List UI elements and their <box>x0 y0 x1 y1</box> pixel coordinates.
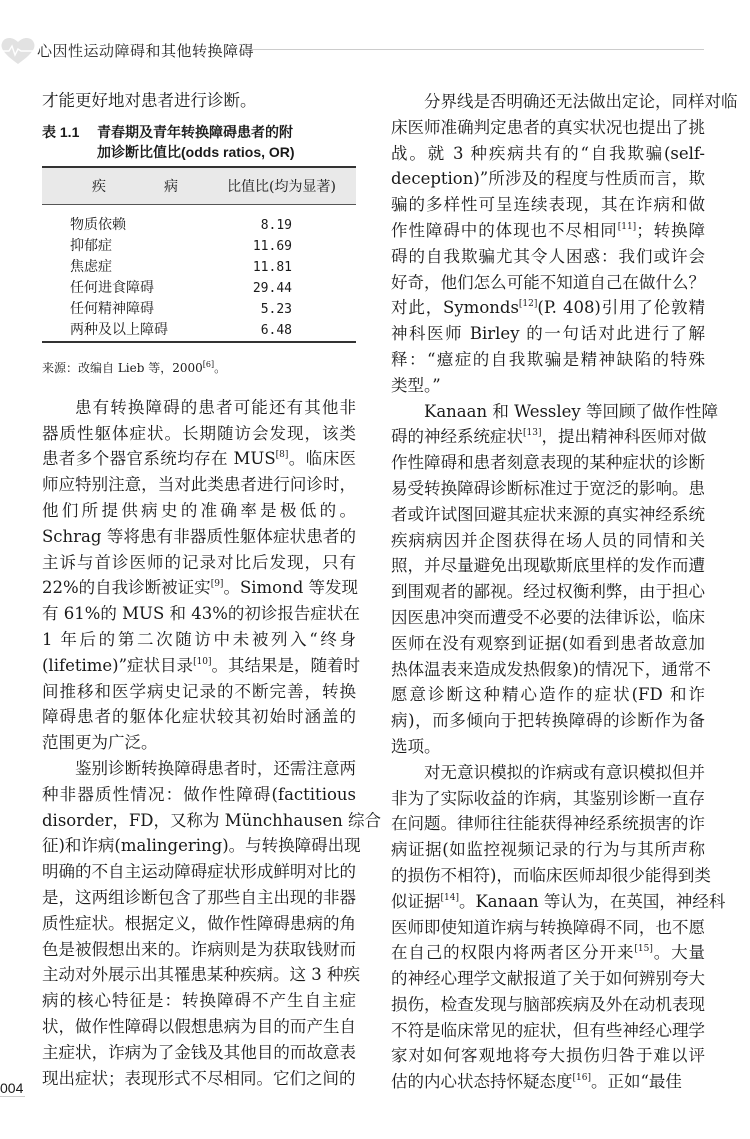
body-line: 明确的不自主运动障碍症状形成鲜明对比的 <box>42 862 356 882</box>
body-line: (lifetime)”症状目录[10]。其结果是，随着时 <box>42 655 361 675</box>
body-line: 有 61%的 MUS 和 43%的初诊报告症状在 <box>42 604 360 624</box>
body-line: 到围观者的鄙视。经过权衡利弊，由于担心 <box>391 582 705 602</box>
body-line: 估的内心状态持怀疑态度[16]。正如“最佳 <box>391 1072 682 1092</box>
body-line: 主诉与首诊医师的记录对比后发现，只有 <box>42 552 356 572</box>
body-line: 碍的自我欺骗尤其令人困惑：我们或许会 <box>391 246 705 266</box>
body-line: 非为了实际收益的诈病，其鉴别诊断一直存 <box>391 788 705 808</box>
body-line: 愿意诊断这种精心造作的症状(FD 和诈 <box>391 685 705 705</box>
body-line: 鉴别诊断转换障碍患者时，还需注意两 <box>75 758 356 778</box>
table-source: 来源：改编自 Lieb 等，2000[6]。 <box>42 359 227 375</box>
citation-ref: [6] <box>202 359 215 369</box>
odds-ratio-cell: 6.48 <box>260 322 292 338</box>
odds-ratio-cell: 29.44 <box>252 280 292 296</box>
body-line: 神科医师 Birley 的一句话对此进行了解 <box>391 324 705 344</box>
body-line: Schrag 等将患有非器质性躯体症状患者的 <box>42 526 356 546</box>
chapter-title: 心因性运动障碍和其他转换障碍 <box>37 43 255 60</box>
body-line: 对此，Symonds[12](P. 408)引用了伦敦精 <box>391 298 705 318</box>
odds-ratio-table <box>42 166 356 353</box>
body-line: 病)，而多倾向于把转换障碍的诊断作为备 <box>391 711 705 731</box>
odds-ratio-cell: 5.23 <box>260 301 292 317</box>
odds-ratio-cell: 11.69 <box>252 238 292 254</box>
body-line: 不符是临床常见的症状，但有些神经心理学 <box>391 1020 705 1040</box>
body-line: 患者多个器官系统均存在 MUS[8]。临床医 <box>42 449 357 469</box>
body-line: 状，做作性障碍以假想患病为目的而产生自 <box>42 1016 356 1036</box>
body-line: 在自己的权限内将两者区分开来[15]。大量 <box>391 943 706 963</box>
body-line: 作性障碍中的体现也不尽相同[11]；转换障 <box>391 220 706 240</box>
citation-ref: [9] <box>210 579 224 590</box>
body-line: 范围更为广泛。 <box>42 733 158 753</box>
body-line: 选项。 <box>391 736 441 756</box>
body-line: 似证据[14]。Kanaan 等认为，在英国，神经科 <box>391 891 726 911</box>
body-line: 作性障碍和患者刻意表现的某种症状的诊断 <box>391 453 705 473</box>
table-caption-line: 青春期及青年转换障碍患者的附 <box>97 123 293 140</box>
citation-ref: [8] <box>275 450 289 461</box>
body-line: Kanaan 和 Wessley 等回顾了做作性障 <box>424 401 719 421</box>
body-line: 损伤，检查发现与脑部疾病及外在动机表现 <box>391 994 705 1014</box>
paragraph <box>391 399 719 760</box>
body-line: deception)”所涉及的程度与性质而言，欺 <box>391 169 705 189</box>
left-column <box>42 88 381 1091</box>
body-line: 战。就 3 种疾病共有的“自我欺骗(self- <box>391 143 705 163</box>
right-column <box>391 89 738 1095</box>
table-row <box>42 257 356 278</box>
paragraph <box>391 760 726 1095</box>
column-header-or: 比值比(均为显著) <box>227 178 336 195</box>
body-line: 患有转换障碍的患者可能还有其他非 <box>75 397 356 417</box>
body-line: 照，并尽量避免出现歇斯底里样的发作而遭 <box>391 556 705 576</box>
body-line: 种非器质性情况：做作性障碍(factitious <box>42 784 356 804</box>
table-row <box>42 204 356 236</box>
citation-ref: [13] <box>523 428 542 439</box>
odds-ratio-cell: 11.81 <box>252 259 292 275</box>
body-line: 1 年后的第二次随访中未被列入“终身 <box>42 629 356 649</box>
body-line: 好奇，他们怎么可能不知道自己在做什么？ <box>391 272 705 292</box>
body-line: 易受转换障碍诊断标准过于宽泛的影响。患 <box>391 478 705 498</box>
table-number: 表 1.1 <box>42 123 80 140</box>
citation-ref: [15] <box>634 944 653 955</box>
citation-ref: [16] <box>572 1073 591 1084</box>
body-line: 家对如何客观地将夸大损伤归咎于难以评 <box>391 1046 705 1066</box>
body-line: 因医患冲突而遭受不必要的法律诉讼，临床 <box>391 607 705 627</box>
body-line: 医师在没有观察到证据(如看到患者故意加 <box>391 633 705 653</box>
body-line: 间推移和医学病史记录的不断完善，转换 <box>42 681 356 701</box>
odds-ratio-cell: 8.19 <box>260 217 292 233</box>
body-line: 才能更好地对患者进行诊断。 <box>42 91 257 110</box>
body-line: 病证据(如监控视频记录的行为与其所声称 <box>391 840 705 860</box>
table-row <box>42 236 356 257</box>
citation-ref: [14] <box>440 892 459 903</box>
body-line: 释：“癔症的自我欺骗是精神缺陷的特殊 <box>391 349 705 369</box>
body-line: 骗的多样性可呈连续表现，其在诈病和做 <box>391 195 705 215</box>
paragraph <box>42 756 381 1091</box>
body-line: 对无意识模拟的诈病或有意识模拟但并 <box>424 762 705 782</box>
table-caption <box>42 122 356 162</box>
citation-ref: [10] <box>193 656 212 667</box>
table-caption-line: 加诊断比值比(odds ratios, OR) <box>97 143 295 160</box>
body-line: 现出症状；表现形式不尽相同。它们之间的 <box>42 1068 356 1088</box>
disease-cell: 任何精神障碍 <box>70 300 154 317</box>
body-line: 碍的神经系统症状[13]，提出精神科医师对做 <box>391 427 707 447</box>
column-header-disease: 疾 病 <box>92 178 200 195</box>
body-line: 者或许试图回避其症状来源的真实神经系统 <box>391 504 705 524</box>
disease-cell: 任何进食障碍 <box>70 279 154 296</box>
body-line: 热体温表来造成发热假象)的情况下，通常不 <box>391 659 711 679</box>
paragraph <box>42 395 361 756</box>
body-line: 病的核心特征是：转换障碍不产生自主症 <box>42 991 356 1011</box>
body-line: 质性症状。根据定义，做作性障碍患病的角 <box>42 913 356 933</box>
running-header <box>0 36 750 66</box>
body-line: 分界线是否明确还无法做出定论，同样对临 <box>424 92 738 111</box>
table-row <box>42 299 356 320</box>
body-line: 疾病病因并企图获得在场人员的同情和关 <box>391 530 705 550</box>
body-line: 障碍患者的躯体化症状较其初始时涵盖的 <box>42 707 356 727</box>
table-row <box>42 278 356 299</box>
disease-cell: 焦虑症 <box>70 258 112 275</box>
body-line: 征)和诈病(malingering)。与转换障碍出现 <box>42 836 361 856</box>
page-number: 004 <box>0 1080 24 1096</box>
paragraph <box>391 89 738 399</box>
body-line: disorder，FD，又称为 Münchhausen 综合 <box>42 810 381 830</box>
body-line: 色是被假想出来的。诈病则是为获取钱财而 <box>42 939 356 959</box>
body-line: 主症状，诈病为了金钱及其他目的而故意表 <box>42 1042 356 1062</box>
citation-ref: [12] <box>518 299 538 310</box>
body-line: 是，这两组诊断包含了那些自主出现的非器 <box>42 887 356 907</box>
disease-cell: 两种及以上障碍 <box>70 321 168 338</box>
body-line: 医师即使知道诈病与转换障碍不同，也不愿 <box>391 917 705 937</box>
body-line: 他们所提供病史的准确率是极低的。 <box>42 500 356 520</box>
body-line: 的神经心理学文献报道了关于如何辨别夸大 <box>391 969 705 989</box>
body-line: 的损伤不相符)，而临床医师却很少能得到类 <box>391 865 711 885</box>
body-line: 在问题。律师往往能获得神经系统损害的诈 <box>391 814 705 834</box>
body-line: 22%的自我诊断被证实[9]。Simond 等发现 <box>42 578 359 598</box>
citation-ref: [11] <box>617 221 637 232</box>
header-rule <box>242 49 704 50</box>
table-row <box>42 320 356 342</box>
disease-cell: 抑郁症 <box>70 237 112 254</box>
body-line: 师应特别注意，当对此类患者进行问诊时， <box>42 475 356 495</box>
heart-pulse-icon <box>0 36 36 66</box>
body-line: 类型。” <box>391 375 441 395</box>
body-line: 床医师准确判定患者的真实状况也提出了挑 <box>391 117 705 137</box>
body-line: 主动对外展示出其罹患某种疾病。这 3 种疾 <box>42 965 360 985</box>
body-line: 器质性躯体症状。长期随访会发现，该类 <box>42 423 356 443</box>
disease-cell: 物质依赖 <box>70 216 126 233</box>
